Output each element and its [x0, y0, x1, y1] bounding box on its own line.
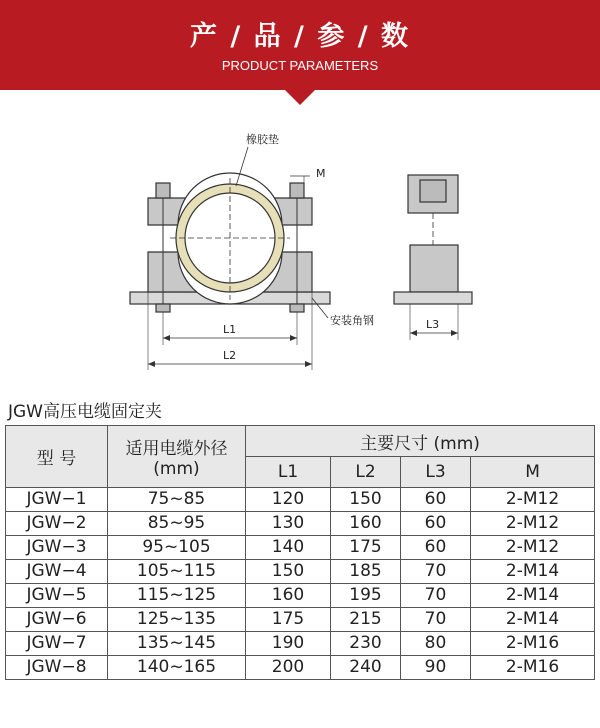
cell-l3: 60	[401, 536, 471, 560]
technical-drawing	[0, 110, 600, 380]
header-l2: L2	[331, 457, 401, 488]
header-model: 型 号	[6, 426, 108, 488]
cell-l1: 190	[246, 632, 331, 656]
cell-l3: 70	[401, 608, 471, 632]
cell-model: JGW−3	[6, 536, 108, 560]
header-diameter	[108, 426, 246, 488]
cell-l2: 195	[331, 584, 401, 608]
cell-m: 2-M12	[471, 512, 595, 536]
cell-l1: 130	[246, 512, 331, 536]
cell-diameter: 115~125	[108, 584, 246, 608]
page-title: 产 / 品 / 参 / 数	[190, 21, 410, 52]
banner-notch	[284, 89, 316, 105]
cell-l3: 60	[401, 512, 471, 536]
cell-model: JGW−8	[6, 656, 108, 680]
cell-model: JGW−4	[6, 560, 108, 584]
cell-diameter: 75~85	[108, 488, 246, 512]
cell-l3: 70	[401, 560, 471, 584]
cell-l2: 230	[331, 632, 401, 656]
cell-l2: 185	[331, 560, 401, 584]
header-l3: L3	[401, 457, 471, 488]
header-banner	[0, 0, 600, 90]
cell-m: 2-M16	[471, 656, 595, 680]
cell-l2: 215	[331, 608, 401, 632]
cell-l1: 160	[246, 584, 331, 608]
cell-diameter: 125~135	[108, 608, 246, 632]
cell-model: JGW−7	[6, 632, 108, 656]
cell-m: 2-M14	[471, 608, 595, 632]
cell-diameter: 105~115	[108, 560, 246, 584]
header-diameter-line2: (mm)	[153, 459, 200, 479]
l1-dimension-label: L1	[223, 323, 237, 336]
cell-model: JGW−5	[6, 584, 108, 608]
cell-diameter: 95~105	[108, 536, 246, 560]
cell-l2: 175	[331, 536, 401, 560]
cell-diameter: 85~95	[108, 512, 246, 536]
table-row	[6, 656, 595, 680]
cell-m: 2-M14	[471, 560, 595, 584]
table-row	[6, 488, 595, 512]
cell-diameter: 140~165	[108, 656, 246, 680]
cell-l3: 70	[401, 584, 471, 608]
cell-l1: 150	[246, 560, 331, 584]
cell-l1: 200	[246, 656, 331, 680]
cell-l3: 60	[401, 488, 471, 512]
header-diameter-line1: 适用电缆外径	[125, 439, 228, 459]
cell-m: 2-M12	[471, 536, 595, 560]
l2-dimension-label: L2	[223, 349, 237, 362]
cell-m: 2-M16	[471, 632, 595, 656]
table-caption: JGW高压电缆固定夹	[8, 402, 162, 422]
header-dimensions: 主要尺寸 (mm)	[246, 426, 595, 457]
cell-m: 2-M14	[471, 584, 595, 608]
cell-l3: 90	[401, 656, 471, 680]
parameters-table	[5, 425, 595, 680]
table-row	[6, 512, 595, 536]
cell-l2: 150	[331, 488, 401, 512]
cell-diameter: 135~145	[108, 632, 246, 656]
header-l1: L1	[246, 457, 331, 488]
cell-model: JGW−2	[6, 512, 108, 536]
cell-model: JGW−6	[6, 608, 108, 632]
header-m: M	[471, 457, 595, 488]
cell-l1: 175	[246, 608, 331, 632]
cell-l1: 120	[246, 488, 331, 512]
table-row	[6, 560, 595, 584]
table-row	[6, 536, 595, 560]
rubber-pad-label: 橡胶垫	[246, 133, 279, 146]
table-row	[6, 584, 595, 608]
table-row	[6, 632, 595, 656]
cell-model: JGW−1	[6, 488, 108, 512]
angle-steel-label: 安装角钢	[330, 314, 374, 327]
cell-l2: 160	[331, 512, 401, 536]
cell-l3: 80	[401, 632, 471, 656]
cell-l1: 140	[246, 536, 331, 560]
table-row	[6, 608, 595, 632]
m-dimension-label: M	[316, 167, 326, 180]
cell-m: 2-M12	[471, 488, 595, 512]
l3-dimension-label: L3	[426, 318, 440, 331]
page-subtitle: PRODUCT PARAMETERS	[221, 58, 379, 73]
cell-l2: 240	[331, 656, 401, 680]
